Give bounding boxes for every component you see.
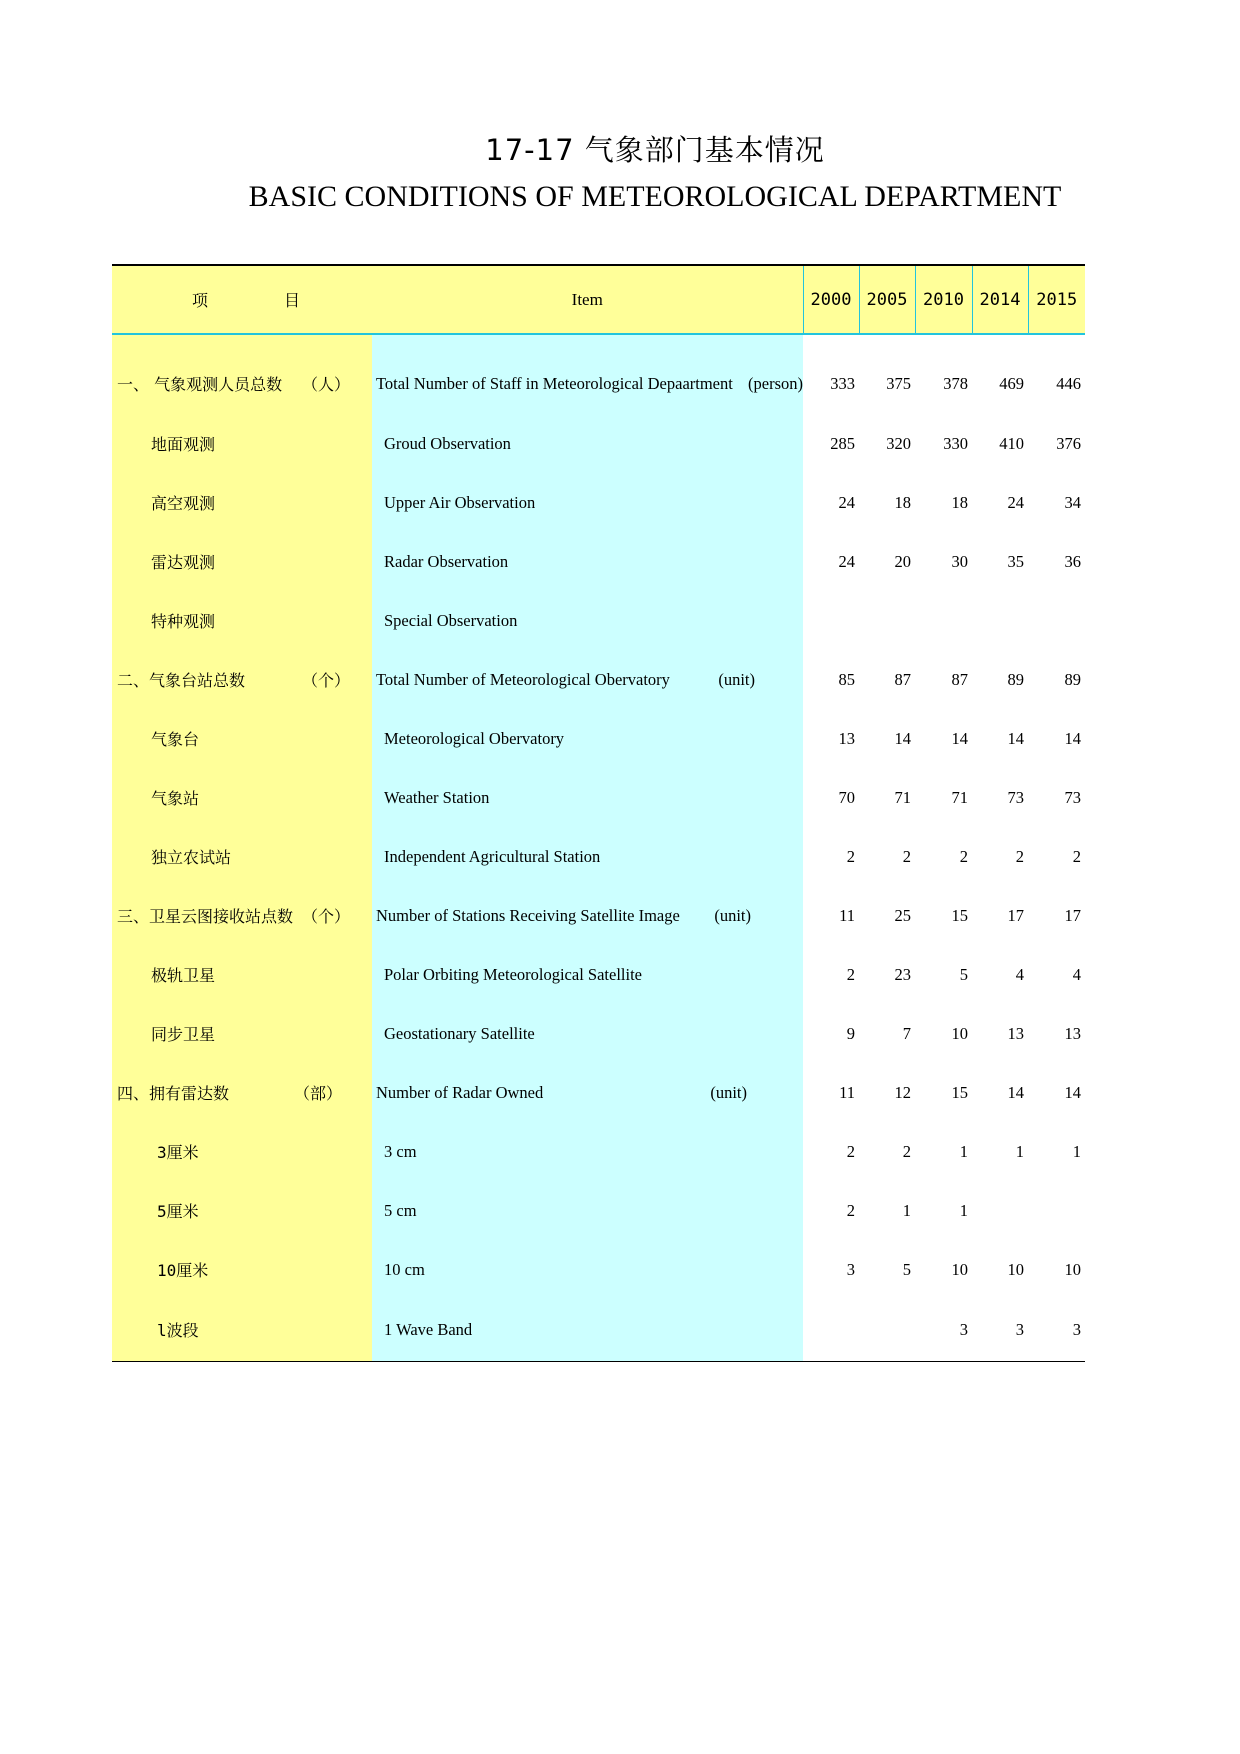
cell-value: 378	[943, 373, 968, 393]
cell-value: 320	[886, 433, 911, 453]
cell-value: 14	[1064, 1082, 1081, 1102]
row-label-en: Polar Orbiting Meteorological Satellite	[372, 945, 803, 1004]
row-label-en-text: Total Number of Meteorological Obervatory	[376, 669, 670, 689]
cell-value: 15	[951, 1082, 968, 1102]
cell-value: 73	[1064, 787, 1081, 807]
table-row	[112, 1299, 1085, 1361]
cell-value: 4	[1015, 964, 1024, 984]
cell-value	[972, 591, 1028, 650]
cell-value: 11	[839, 905, 855, 925]
cell-value: 70	[838, 787, 855, 807]
row-label-cn: 地面观测	[112, 414, 372, 473]
row-label-cn: 同步卫星	[112, 1004, 372, 1063]
cell-value: 2	[902, 1141, 911, 1161]
cell-value: 13	[1007, 1023, 1024, 1043]
cell-value	[859, 1299, 915, 1361]
page-title-cn: 17-17 气象部门基本情况	[485, 133, 825, 167]
cell-value: 2	[846, 1200, 855, 1220]
row-label-en: Geostationary Satellite	[372, 1004, 803, 1063]
header-year: 2010	[915, 265, 972, 334]
row-label-cn: 独立农试站	[112, 827, 372, 886]
table-row	[112, 532, 1085, 591]
table-row	[112, 1181, 1085, 1240]
table-body	[112, 334, 1085, 1361]
cell-value: 71	[894, 787, 911, 807]
cell-value: 23	[894, 964, 911, 984]
cell-value: 10	[951, 1259, 968, 1279]
cell-value: 5	[902, 1259, 911, 1279]
cell-value: 13	[838, 728, 855, 748]
cell-value: 15	[951, 905, 968, 925]
cell-value: 12	[894, 1082, 911, 1102]
cell-value: 3	[1028, 1299, 1085, 1361]
row-label-cn	[112, 1240, 372, 1299]
row-label-cn	[112, 1122, 372, 1181]
cell-value: 4	[1072, 964, 1081, 984]
cell-value: 87	[951, 669, 968, 689]
cell-value: 14	[1007, 728, 1024, 748]
cell-value: 14	[894, 728, 911, 748]
cell-value: 87	[894, 669, 911, 689]
cell-value: 25	[894, 905, 911, 925]
row-label-cn-text: 四、拥有雷达数	[117, 1084, 230, 1103]
header-year: 2000	[803, 265, 859, 334]
header-item-cn	[112, 265, 372, 334]
row-label-cn: 气象台	[112, 709, 372, 768]
table-row	[112, 1240, 1085, 1299]
table-row	[112, 473, 1085, 532]
row-label-cn: 特种观测	[112, 591, 372, 650]
row-label-cn-text: 波段	[166, 1321, 199, 1341]
table-header-row	[112, 265, 1085, 334]
row-unit-en: (unit)	[710, 1082, 747, 1102]
cell-value	[915, 591, 972, 650]
cell-value: 410	[999, 433, 1024, 453]
cell-value: 11	[839, 1082, 855, 1102]
cell-value: 5	[959, 964, 968, 984]
row-label-cn-num: 10	[157, 1261, 177, 1280]
cell-value: 18	[951, 492, 968, 512]
row-label-en	[372, 334, 803, 414]
row-label-en: 1 Wave Band	[372, 1299, 803, 1361]
row-label-en: Upper Air Observation	[372, 473, 803, 532]
cell-value: 1	[902, 1200, 911, 1220]
table-row	[112, 650, 1085, 709]
cell-value: 35	[1007, 551, 1024, 571]
cell-value: 330	[943, 433, 968, 453]
row-label-cn-text: 厘米	[176, 1261, 209, 1280]
row-label-cn-text: 厘米	[166, 1143, 199, 1162]
row-label-cn: 极轨卫星	[112, 945, 372, 1004]
cell-value: 333	[830, 373, 855, 393]
cell-value: 2	[959, 846, 968, 866]
cell-value: 10	[1007, 1259, 1024, 1279]
cell-value: 10	[1064, 1259, 1081, 1279]
cell-value: 2	[1015, 846, 1024, 866]
cell-value: 24	[838, 492, 855, 512]
header-item-en: Item	[372, 265, 803, 334]
cell-value: 24	[1007, 492, 1024, 512]
row-unit-cn: （个）	[301, 907, 350, 926]
row-unit-en: (person)	[748, 373, 803, 393]
cell-value: 10	[951, 1023, 968, 1043]
cell-value: 3	[972, 1299, 1028, 1361]
cell-value: 2	[846, 846, 855, 866]
cell-value: 20	[894, 551, 911, 571]
table-row	[112, 886, 1085, 945]
row-unit-cn: （个）	[301, 671, 350, 690]
table-row	[112, 709, 1085, 768]
row-unit-en: (unit)	[718, 669, 755, 689]
cell-value: 34	[1064, 492, 1081, 512]
header-item-cn-1: 项	[192, 291, 209, 310]
table-row	[112, 1063, 1085, 1122]
table-row	[112, 591, 1085, 650]
row-unit-en: (unit)	[714, 905, 751, 925]
header-year: 2015	[1028, 265, 1085, 334]
row-label-cn-num: l	[157, 1321, 167, 1341]
cell-value	[803, 1299, 859, 1361]
row-label-cn: 高空观测	[112, 473, 372, 532]
row-label-cn: 雷达观测	[112, 532, 372, 591]
cell-value: 24	[838, 551, 855, 571]
header-item-cn-2: 目	[284, 291, 301, 310]
cell-value	[1028, 591, 1085, 650]
data-table-container	[112, 264, 1084, 1362]
cell-value: 85	[838, 669, 855, 689]
row-label-cn-text: 二、气象台站总数	[117, 671, 246, 690]
cell-value: 17	[1064, 905, 1081, 925]
row-label-en: Radar Observation	[372, 532, 803, 591]
table-row	[112, 1122, 1085, 1181]
table-row	[112, 945, 1085, 1004]
cell-value: 14	[1007, 1082, 1024, 1102]
row-label-en	[372, 650, 803, 709]
row-label-cn-text: 三、卫星云图接收站点数	[117, 907, 294, 926]
row-unit-cn: （部）	[293, 1084, 342, 1103]
cell-value: 13	[1064, 1023, 1081, 1043]
page-title-en: BASIC CONDITIONS OF METEOROLOGICAL DEPARTMENT	[248, 180, 1062, 213]
cell-value	[859, 591, 915, 650]
cell-value: 285	[830, 433, 855, 453]
cell-value: 9	[846, 1023, 855, 1043]
cell-value: 2	[846, 964, 855, 984]
row-label-en-text: Number of Radar Owned	[376, 1082, 544, 1102]
cell-value: 2	[1072, 846, 1081, 866]
cell-value: 30	[951, 551, 968, 571]
cell-value	[1028, 1181, 1085, 1240]
cell-value: 71	[951, 787, 968, 807]
cell-value: 17	[1007, 905, 1024, 925]
table-row	[112, 827, 1085, 886]
cell-value: 3	[846, 1259, 855, 1279]
row-label-en: Special Observation	[372, 591, 803, 650]
cell-value: 36	[1064, 551, 1081, 571]
row-label-en: 10 cm	[372, 1240, 803, 1299]
cell-value: 446	[1056, 373, 1081, 393]
row-label-en: Independent Agricultural Station	[372, 827, 803, 886]
header-year: 2014	[972, 265, 1028, 334]
row-label-cn	[112, 1063, 372, 1122]
table-row	[112, 1004, 1085, 1063]
row-label-cn	[112, 1181, 372, 1240]
cell-value	[803, 591, 859, 650]
row-label-cn	[112, 334, 372, 414]
row-label-en	[372, 886, 803, 945]
cell-value: 1	[959, 1141, 968, 1161]
cell-value: 7	[902, 1023, 911, 1043]
row-label-en-text: Number of Stations Receiving Satellite Image	[376, 905, 680, 925]
cell-value: 14	[1064, 728, 1081, 748]
row-label-cn-num: 5	[157, 1202, 167, 1221]
table-row	[112, 768, 1085, 827]
cell-value: 1	[959, 1200, 968, 1220]
cell-value: 1	[1015, 1141, 1024, 1161]
cell-value: 2	[902, 846, 911, 866]
row-unit-cn: （人）	[301, 375, 350, 394]
row-label-cn-num: 3	[157, 1143, 167, 1162]
cell-value: 18	[894, 492, 911, 512]
row-label-cn	[112, 1299, 372, 1361]
row-label-cn	[112, 650, 372, 709]
row-label-en-text: Total Number of Staff in Meteorological Depaartment	[376, 373, 733, 393]
data-table	[112, 264, 1085, 1362]
row-label-cn: 气象站	[112, 768, 372, 827]
row-label-en: Groud Observation	[372, 414, 803, 473]
cell-value: 376	[1056, 433, 1081, 453]
row-label-en: Weather Station	[372, 768, 803, 827]
cell-value: 469	[999, 373, 1024, 393]
row-label-en: 5 cm	[372, 1181, 803, 1240]
header-year: 2005	[859, 265, 915, 334]
cell-value: 89	[1064, 669, 1081, 689]
cell-value: 1	[1072, 1141, 1081, 1161]
cell-value: 3	[915, 1299, 972, 1361]
cell-value: 2	[846, 1141, 855, 1161]
row-label-en	[372, 1063, 803, 1122]
row-label-en: Meteorological Obervatory	[372, 709, 803, 768]
row-label-cn-text: 厘米	[166, 1202, 199, 1221]
cell-value: 73	[1007, 787, 1024, 807]
cell-value: 375	[886, 373, 911, 393]
row-label-en: 3 cm	[372, 1122, 803, 1181]
cell-value	[972, 1181, 1028, 1240]
table-row	[112, 334, 1085, 414]
row-label-cn	[112, 886, 372, 945]
row-label-cn-text: 一、 气象观测人员总数	[117, 375, 283, 394]
cell-value: 89	[1007, 669, 1024, 689]
cell-value: 14	[951, 728, 968, 748]
table-row	[112, 414, 1085, 473]
